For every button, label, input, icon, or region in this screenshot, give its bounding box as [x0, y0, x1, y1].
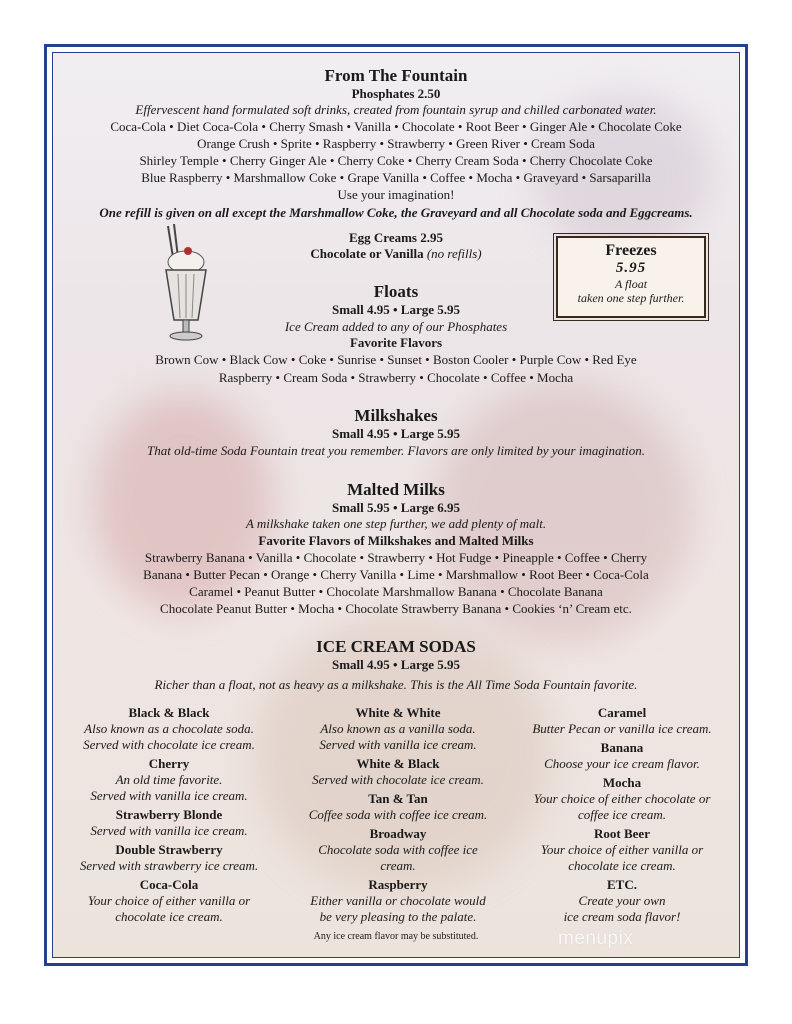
- sodas-description: Richer than a float, not as heavy as a milkshake. This is the All Time Soda Fountain favorite.: [154, 677, 638, 692]
- section-title-milkshakes: Milkshakes: [354, 406, 438, 425]
- soda-item-description: Also known as a vanilla soda.: [320, 721, 476, 736]
- soda-column-middle: [288, 702, 508, 925]
- fountain-description: Effervescent hand formulated soft drinks, created from fountain syrup and chilled carbonated water.: [135, 102, 657, 117]
- soda-column-right: [514, 702, 730, 925]
- fountain-flavor-line: Orange Crush • Sprite • Raspberry • Strawberry • Green River • Cream Soda: [197, 136, 595, 151]
- soda-item-description: Choose your ice cream flavor.: [544, 756, 700, 771]
- soda-item-description: chocolate ice cream.: [568, 858, 676, 873]
- soda-column-left: [60, 702, 278, 925]
- section-title-ice-cream-sodas: ICE CREAM SODAS: [316, 637, 476, 656]
- sodas-prices: Small 4.95 • Large 5.95: [331, 657, 461, 672]
- soda-item-name: Strawberry Blonde: [115, 807, 223, 822]
- malted-description: A milkshake taken one step further, we add plenty of malt.: [245, 516, 547, 531]
- malted-flavor-line: Caramel • Peanut Butter • Chocolate Marshmallow Banana • Chocolate Banana: [189, 584, 603, 599]
- soda-item-name: Double Strawberry: [115, 842, 223, 857]
- soda-item-name: Raspberry: [368, 877, 428, 892]
- soda-item-name: Broadway: [369, 826, 427, 841]
- soda-item: [514, 739, 730, 772]
- soda-item-description: Your choice of either vanilla or: [87, 893, 251, 908]
- soda-item-name: Black & Black: [128, 705, 210, 720]
- soda-item-description: chocolate ice cream.: [115, 909, 223, 924]
- soda-item-description: Your choice of either vanilla or: [540, 842, 704, 857]
- floats-prices: Small 4.95 • Large 5.95: [331, 302, 461, 317]
- freezes-desc: A float: [614, 277, 648, 291]
- soda-item-description: cream.: [380, 858, 416, 873]
- soda-item-name: Cherry: [148, 756, 190, 771]
- substitution-footnote: Any ice cream flavor may be substituted.: [313, 931, 479, 942]
- soda-item-description: Coffee soda with coffee ice cream.: [308, 807, 488, 822]
- soda-item: [60, 806, 278, 839]
- soda-item-name: Coca-Cola: [139, 877, 199, 892]
- soda-item-description: coffee ice cream.: [578, 807, 666, 822]
- fountain-flavor-line: Shirley Temple • Cherry Ginger Ale • Cherry Coke • Cherry Cream Soda • Cherry Chocolate Coke: [139, 153, 653, 168]
- floats-flavor-line: Brown Cow • Black Cow • Coke • Sunrise • Sunset • Boston Cooler • Purple Cow • Red Eye: [155, 352, 637, 367]
- floats-favorites-title: Favorite Flavors: [349, 335, 443, 350]
- soda-item-name: Tan & Tan: [368, 791, 428, 806]
- soda-item-description: Butter Pecan or vanilla ice cream.: [532, 721, 712, 736]
- soda-item: [288, 704, 508, 753]
- egg-creams-note: (no refills): [426, 246, 482, 261]
- soda-item-description: be very pleasing to the palate.: [319, 909, 477, 924]
- soda-item: [514, 825, 730, 874]
- menupix-watermark: menupix: [558, 928, 634, 949]
- soda-item: [60, 841, 278, 874]
- soda-item: [288, 755, 508, 788]
- soda-item-description: Also known as a chocolate soda.: [84, 721, 254, 736]
- malted-favorites-title: Favorite Flavors of Milkshakes and Malted Milks: [258, 533, 534, 548]
- soda-item: [288, 876, 508, 925]
- soda-item-name: White & White: [355, 705, 441, 720]
- soda-item: [60, 755, 278, 804]
- freezes-title: Freezes: [605, 242, 657, 259]
- malted-flavor-line: Banana • Butter Pecan • Orange • Cherry Vanilla • Lime • Marshmallow • Root Beer • Coca-Cola: [143, 567, 649, 582]
- fountain-flavor-line: Use your imagination!: [337, 187, 455, 202]
- soda-item: [288, 825, 508, 874]
- soda-item-description: ice cream soda flavor!: [563, 909, 681, 924]
- soda-item: [514, 876, 730, 925]
- soda-item-description: Served with chocolate ice cream.: [312, 772, 484, 787]
- freezes-desc: taken one step further.: [577, 291, 685, 305]
- milkshakes-description: That old-time Soda Fountain treat you remember. Flavors are only limited by your imagination.: [147, 443, 645, 458]
- soda-item-description: Served with vanilla ice cream.: [90, 823, 248, 838]
- malted-flavor-line: Strawberry Banana • Vanilla • Chocolate • Strawberry • Hot Fudge • Pineapple • Coffee • Cherry: [144, 550, 648, 565]
- soda-item: [514, 704, 730, 737]
- refill-note: One refill is given on all except the Marshmallow Coke, the Graveyard and all Chocolate soda and Eggcreams.: [99, 205, 693, 220]
- soda-item-description: Your choice of either chocolate or: [533, 791, 711, 806]
- fountain-flavor-line: Blue Raspberry • Marshmallow Coke • Grape Vanilla • Coffee • Mocha • Graveyard • Sarsaparilla: [141, 170, 651, 185]
- soda-item-description: Chocolate soda with coffee ice: [318, 842, 478, 857]
- egg-creams-flavors: Chocolate or Vanilla: [310, 246, 424, 261]
- section-title-floats: Floats: [373, 282, 419, 301]
- soda-item-name: ETC.: [607, 877, 637, 892]
- freezes-price: 5.95: [615, 260, 647, 276]
- soda-item: [60, 704, 278, 753]
- soda-item-name: Root Beer: [594, 826, 650, 841]
- section-title-malted-milks: Malted Milks: [347, 480, 445, 499]
- soda-item-name: Banana: [600, 740, 644, 755]
- egg-creams-title: Egg Creams 2.95: [348, 230, 443, 245]
- soda-item-description: Served with vanilla ice cream.: [90, 788, 248, 803]
- soda-item-description: Either vanilla or chocolate would: [310, 893, 486, 908]
- fountain-flavor-line: Coca-Cola • Diet Coca-Cola • Cherry Smash • Vanilla • Chocolate • Root Beer • Ginger Ale • Chocolate Coke: [110, 119, 682, 134]
- soda-item: [288, 790, 508, 823]
- floats-description: Ice Cream added to any of our Phosphates: [284, 319, 508, 334]
- malted-flavor-line: Chocolate Peanut Butter • Mocha • Chocolate Strawberry Banana • Cookies ‘n’ Cream etc.: [160, 601, 632, 616]
- soda-item-name: White & Black: [356, 756, 440, 771]
- soda-item-name: Caramel: [597, 705, 647, 720]
- phosphates-price: Phosphates 2.50: [351, 86, 441, 101]
- soda-item-description: Served with chocolate ice cream.: [83, 737, 255, 752]
- soda-item-description: An old time favorite.: [115, 772, 223, 787]
- section-title-fountain: From The Fountain: [324, 66, 468, 85]
- floats-flavor-line: Raspberry • Cream Soda • Strawberry • Chocolate • Coffee • Mocha: [218, 370, 574, 385]
- soda-item-description: Served with strawberry ice cream.: [79, 858, 259, 873]
- soda-item-description: Served with vanilla ice cream.: [319, 737, 477, 752]
- soda-item-description: Create your own: [578, 893, 666, 908]
- soda-item-name: Mocha: [602, 775, 642, 790]
- malted-prices: Small 5.95 • Large 6.95: [331, 500, 461, 515]
- milkshakes-prices: Small 4.95 • Large 5.95: [331, 426, 461, 441]
- soda-item: [60, 876, 278, 925]
- soda-item: [514, 774, 730, 823]
